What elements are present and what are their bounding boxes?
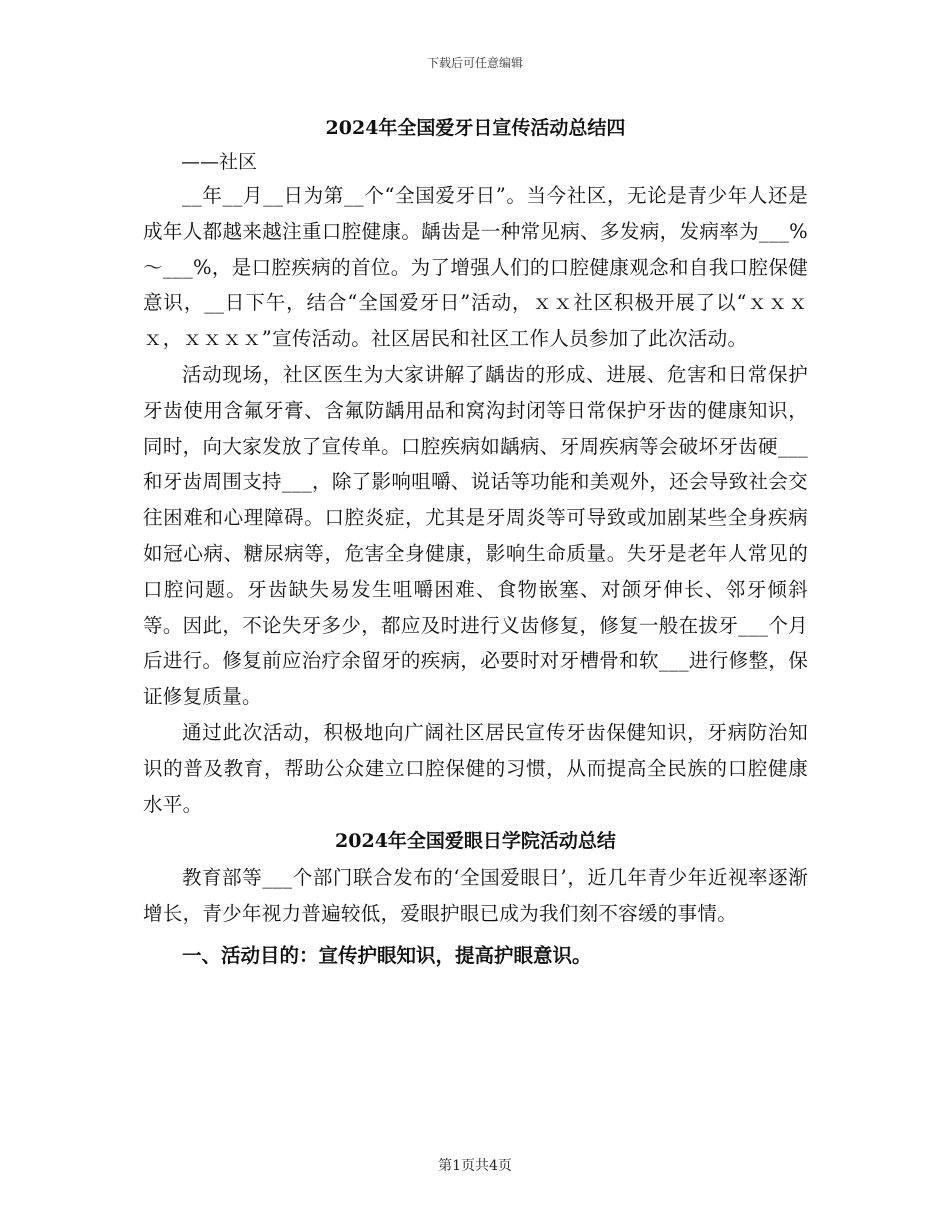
document-title-teeth-day: 2024年全国爱牙日宣传活动总结四 <box>325 117 626 139</box>
document-body <box>143 112 808 976</box>
section-heading-purpose: 一、活动目的：宣传护眼知识，提高护眼意识。 <box>182 943 592 967</box>
paragraph-intro: __年__月__日为第__个“全国爱牙日”。当今社区，无论是青少年人还是成年人都越来越注重口腔健康。龋齿是一种常见病、多发病，发病率为___%～___%，是口腔疾病的首位。为了增强人们的口腔健康观念和自我口腔保健意识，__日下午，结合“全国爱牙日”活动，ｘｘ社区积极开展了以“ｘｘｘｘ，ｘｘｘｘ”宣传活动。社区居民和社区工作人员参加了此次活动。 <box>143 184 808 351</box>
header-note: 下载后可任意编辑 <box>426 56 523 70</box>
paragraph-activity-site: 活动现场，社区医生为大家讲解了龋齿的形成、进展、危害和日常保护牙齿使用含氟牙膏、含氟防龋用品和窝沟封闭等日常保护牙齿的健康知识，同时，向大家发放了宣传单。口腔疾病如龋病、牙周疾病等会破坏牙齿硬___和牙齿周围支持___，除了影响咀嚼、说话等功能和美观外，还会导致社会交往困难和心理障碍。口腔炎症，尤其是牙周炎等可导致或加剧某些全身疾病如冠心病、糖尿病等，危害全身健康，影响生命质量。失牙是老年人常见的口腔问题。牙齿缺失易发生咀嚼困难、食物嵌塞、对颌牙伸长、邻牙倾斜等。因此，不论失牙多少，都应及时进行义齿修复，修复一般在拔牙___个月后进行。修复前应治疗余留牙的疾病，必要时对牙槽骨和软___进行修整，保证修复质量。 <box>143 362 808 709</box>
document-title-eye-day: 2024年全国爱眼日学院活动总结 <box>335 830 616 853</box>
paragraph-conclusion: 通过此次活动，积极地向广阔社区居民宣传牙齿保健知识，牙病防治知识的普及教育，帮助公众建立口腔保健的习惯，从而提高全民族的口腔健康水平。 <box>143 720 808 816</box>
document-byline: ——社区 <box>181 151 258 173</box>
page-footer: 第1页共4页 <box>438 1158 512 1174</box>
paragraph-eye-intro: 教育部等___个部门联合发布的‘全国爱眼日’，近几年青少年近视率逐渐增长，青少年视力普遍较低，爱眼护眼已成为我们刻不容缓的事情。 <box>143 866 808 926</box>
